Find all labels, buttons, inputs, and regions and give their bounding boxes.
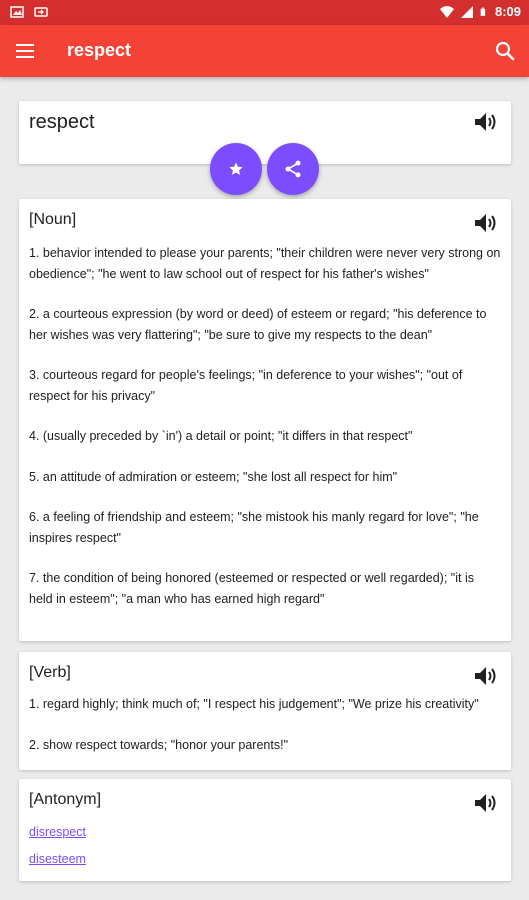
hamburger-menu-icon[interactable] — [12, 39, 40, 63]
speaker-icon[interactable] — [473, 791, 499, 815]
share-button[interactable] — [267, 143, 319, 195]
antonym-label: [Antonym] — [29, 791, 102, 808]
app-bar-title: respect — [67, 40, 132, 60]
battery-icon — [480, 5, 489, 19]
definition: 2. show respect towards; "honor your parents!" — [29, 737, 289, 752]
image-icon — [10, 5, 24, 19]
cast-icon — [34, 5, 48, 19]
search-icon[interactable] — [493, 39, 517, 63]
verb-label: [Verb] — [29, 664, 71, 681]
favorite-button[interactable] — [210, 143, 262, 195]
star-icon — [228, 161, 244, 177]
status-bar — [0, 0, 529, 25]
verb-definitions — [29, 694, 501, 755]
antonym-links — [29, 819, 501, 873]
verb-card — [19, 652, 511, 770]
definition: 7. the condition of being honored (esteemed or respected or well regarded); "it is held in esteem"; "a man who has earned high regard" — [29, 571, 474, 606]
wifi-icon — [440, 5, 454, 19]
share-icon — [283, 159, 303, 179]
definition: 2. a courteous expression (by word or deed) of esteem or regard; "his deference to her wishes was very flattering"; "be sure to give my respects to the dean" — [29, 307, 487, 342]
definition: 1. behavior intended to please your parents; "their children were never very strong on obedience"; "he went to law school out of respect for his father's wishes" — [29, 246, 501, 281]
definition: 6. a feeling of friendship and esteem; "she mistook his manly regard for love"; "he inspires respect" — [29, 510, 479, 545]
headword: respect — [29, 111, 95, 133]
antonym-link[interactable]: disrespect — [29, 825, 86, 839]
status-time: 8:09 — [494, 4, 521, 19]
speaker-icon[interactable] — [473, 110, 499, 134]
speaker-icon[interactable] — [473, 664, 499, 688]
speaker-icon[interactable] — [473, 211, 499, 235]
antonym-card — [19, 779, 511, 881]
definition: 1. regard highly; think much of; "I respect his judgement"; "We prize his creativity" — [29, 697, 479, 711]
noun-label: [Noun] — [29, 211, 77, 228]
noun-card — [19, 199, 511, 641]
noun-definitions — [29, 243, 501, 609]
antonym-link[interactable]: disesteem — [29, 852, 86, 866]
app-bar — [0, 25, 529, 77]
word-card — [19, 101, 511, 164]
definition: 3. courteous regard for people's feelings; "in deference to your wishes"; "out of respect for his privacy" — [29, 368, 463, 403]
definition: 5. an attitude of admiration or esteem; "she lost all respect for him" — [29, 469, 398, 484]
signal-icon — [460, 5, 474, 19]
definition: 4. (usually preceded by `in') a detail or point; "it differs in that respect" — [29, 429, 413, 443]
